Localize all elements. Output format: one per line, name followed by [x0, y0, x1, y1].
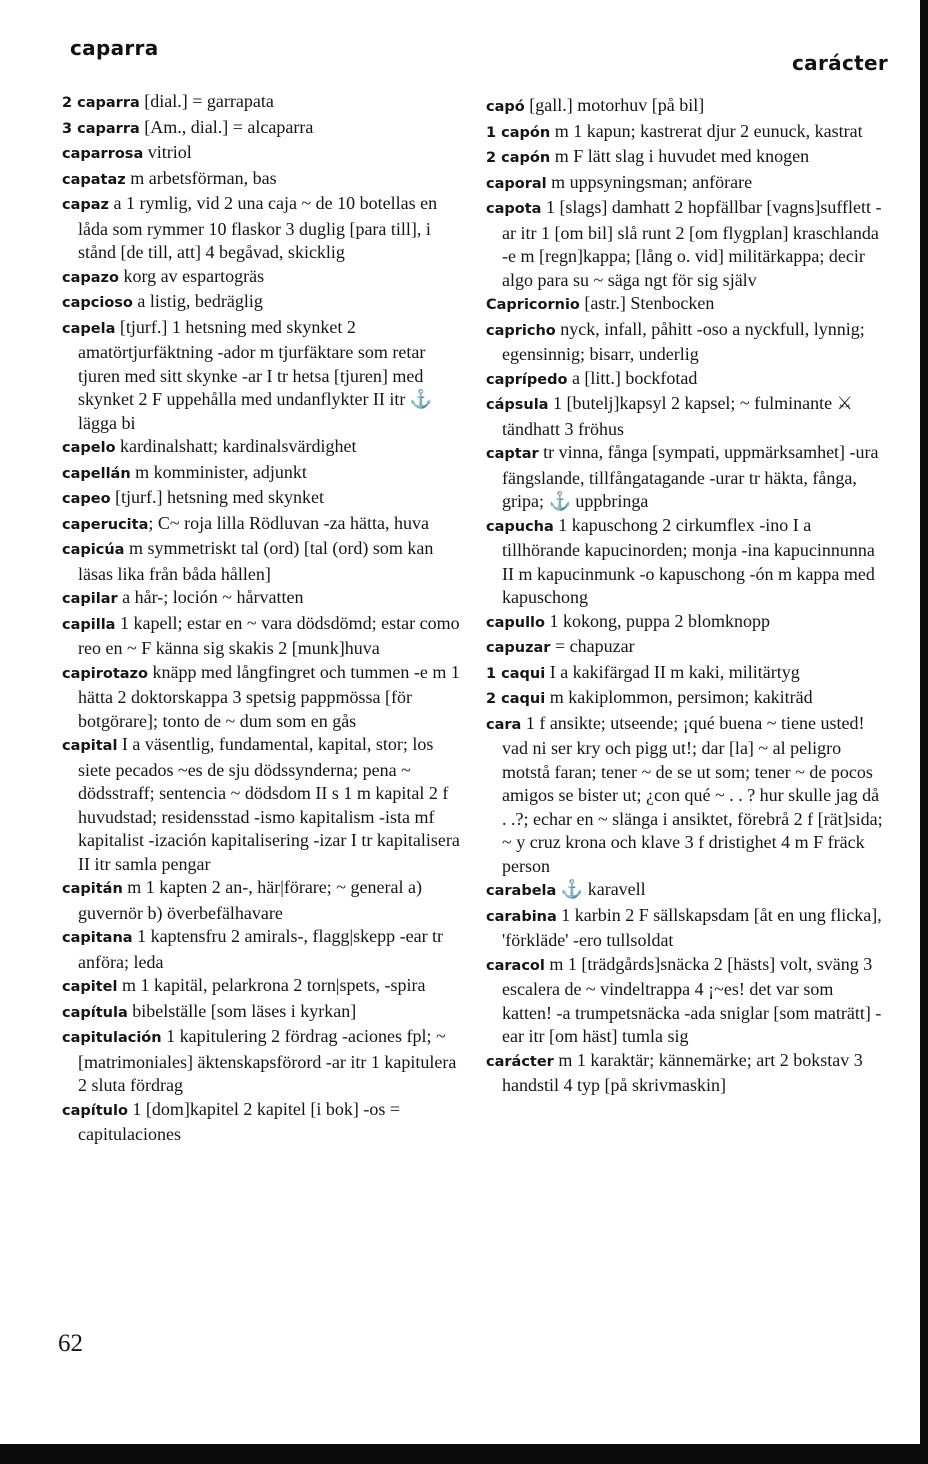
definition: m 1 kapun; kastrerat djur 2 eunuck, kastrat	[550, 120, 863, 141]
definition: m uppsyningsman; anförare	[546, 171, 753, 192]
dictionary-entry	[62, 512, 460, 538]
headword: 2 caparra	[62, 95, 140, 111]
headword: capullo	[486, 614, 545, 631]
headword: capucha	[486, 518, 554, 535]
definition: ⚓ karavell	[556, 879, 646, 899]
definition: 1 kokong, puppa 2 blomknopp	[544, 610, 770, 631]
headword: capilar	[62, 591, 118, 607]
definition: m kakiplommon, persimon; kakiträd	[545, 687, 813, 707]
dictionary-entry	[62, 461, 460, 487]
dictionary-entry	[486, 196, 886, 292]
headword: capitel	[62, 979, 118, 995]
definition: 1 karbin 2 F sällskapsdam [åt en ung flicka], 'förkläde' -ero tullsoldat	[502, 904, 882, 950]
dictionary-entry	[486, 953, 886, 1049]
dictionary-entry	[62, 316, 460, 436]
dictionary-entry	[486, 661, 886, 687]
page-number: 62	[58, 1330, 83, 1357]
dictionary-entry	[486, 171, 886, 197]
headword: capaz	[62, 197, 109, 213]
dictionary-entry	[62, 141, 460, 167]
definition: 1 [dom]kapitel 2 kapitel [i bok] -os = capitulaciones	[78, 1098, 401, 1144]
definition: [dial.] = garrapata	[139, 91, 274, 111]
dictionary-entry	[486, 392, 886, 441]
definition: 1 f ansikte; utseende; ¡qué buena ~ tiene usted! vad ni ser kry och pigg ut!; dar [la] ~ al peligro motstå faran; tener ~ de se ut som; tener ~ de pocos amigos se bister ut; ¿con qué ~ . . ? hur skulle jag då . .?; echar en ~ slänga i ansiktet, förebrå 2 f [rät]sida; ~ y cruz krona och klave 3 f dristighet 4 m F fräck person	[502, 712, 883, 876]
headword: caparrosa	[62, 146, 144, 162]
headword: capirotazo	[62, 665, 148, 682]
left-column	[62, 90, 460, 1147]
dictionary-entry	[62, 192, 460, 265]
definition: nyck, infall, påhitt -oso a nyckfull, lynnig; egensinnig; bisarr, underlig	[502, 318, 865, 364]
headword: carabela	[486, 883, 557, 899]
dictionary-entry	[486, 120, 886, 146]
headword: capazo	[62, 269, 119, 286]
dictionary-entry	[62, 612, 460, 661]
definition: bibelställe [som läses i kyrkan]	[127, 1000, 357, 1021]
headword: capricho	[486, 322, 556, 339]
dictionary-entry	[62, 661, 460, 734]
headword: capó	[486, 99, 525, 115]
dictionary-entry	[62, 265, 460, 291]
dictionary-entry	[62, 486, 460, 512]
dictionary-entry	[486, 904, 886, 953]
right-column	[486, 94, 886, 1098]
definition: korg av espartogräs	[118, 265, 265, 286]
definition: [Am., dial.] = alcaparra	[139, 116, 314, 137]
definition: [tjurf.] 1 hetsning med skynket 2 amatörtjurfäktning -ador m tjurfäktare som retar tjuren med sitt skynke -ar I tr hetsa [tjuren] med skynket 2 F uppehålla med undanflykter II itr ⚓ lägga bi	[78, 316, 433, 433]
definition: 1 [butelj]kapsyl 2 kapsel; ~ fulminante ⚔ tändhatt 3 fröhus	[502, 393, 853, 439]
definition: m 1 [trädgårds]snäcka 2 [hästs] volt, sväng 3 escalera de ~ vindeltrappa 4 ¡~es! det var som katten! -a trumpetsnäcka -ada sniglar [som maträtt] -ear itr [om häst] tumla sig	[502, 953, 882, 1046]
definition: a 1 rymlig, vid 2 una caja ~ de 10 botellas en låda som rymmer 10 flaskor 3 duglig [para till], i stånd [de till, att] 4 begåvad, skicklig	[78, 193, 438, 262]
definition: kardinalshatt; kardinalsvärdighet	[115, 436, 357, 456]
definition: m komminister, adjunkt	[130, 461, 307, 482]
headword: 2 caqui	[486, 691, 546, 707]
headword: 2 capón	[486, 150, 551, 166]
headword: carabina	[486, 908, 557, 925]
headword: capicúa	[62, 542, 125, 558]
headword: capitán	[62, 881, 123, 897]
guide-word-left: caparra	[70, 36, 159, 60]
headword: 1 caqui	[486, 665, 546, 682]
dictionary-entry	[62, 876, 460, 925]
page-edge-bottom	[0, 1444, 928, 1464]
guide-word-right: carácter	[792, 51, 888, 75]
headword: capellán	[62, 465, 131, 482]
headword: Capricornio	[486, 297, 580, 313]
definition: [gall.] motorhuv [på bil]	[524, 95, 705, 115]
headword: capilla	[62, 616, 116, 633]
headword: capataz	[62, 171, 126, 188]
definition: I a väsentlig, fundamental, kapital, stor; los siete pecados ~es de sju dödssynderna; pena ~ dödsstraff; sentencia ~ dödsdom II s 1 m kapital 2 f huvudstad; residensstad -ismo kapitalism -ista mf kapitalist -ización kapitalisering -izar I tr kapitalisera II itr samla pengar	[78, 734, 460, 874]
dictionary-entry	[486, 686, 886, 712]
headword: carácter	[486, 1053, 554, 1070]
dictionary-entry	[486, 635, 886, 661]
headword: capela	[62, 320, 116, 337]
dictionary-entry	[62, 974, 460, 1000]
dictionary-entry	[62, 116, 460, 142]
dictionary-entry	[486, 318, 886, 367]
dictionary-entry	[62, 435, 460, 461]
headword: capítula	[62, 1004, 128, 1021]
definition: m 1 kapten 2 an-, här|förare; ~ general a) guvernör b) överbefälhavare	[78, 877, 422, 923]
dictionary-entry	[486, 878, 886, 904]
dictionary-entry	[62, 537, 460, 586]
dictionary-entry	[486, 514, 886, 610]
definition: a listig, bedräglig	[132, 291, 263, 311]
definition: I a kakifärgad II m kaki, militärtyg	[545, 661, 800, 682]
headword: capcioso	[62, 295, 133, 311]
dictionary-entry	[486, 367, 886, 393]
dictionary-entry	[486, 1049, 886, 1098]
headword: capitana	[62, 930, 133, 946]
headword: 1 capón	[486, 124, 551, 141]
dictionary-entry	[486, 712, 886, 879]
headword: caprípedo	[486, 371, 568, 388]
definition: 1 kaptensfru 2 amirals-, flagg|skepp -ear tr anföra; leda	[78, 926, 444, 972]
definition: m 1 karaktär; kännemärke; art 2 bokstav 3 handstil 4 typ [på skrivmaskin]	[502, 1049, 863, 1095]
headword: capota	[486, 201, 542, 217]
definition: m 1 kapitäl, pelarkrona 2 torn|spets, -spira	[117, 975, 426, 995]
definition: 1 [slags] damhatt 2 hopfällbar [vagns]sufflett -ar itr 1 [om bil] slå runt 2 [om flygplan] kraschlanda -e m [regn]kappa; [lång o. vid] militärkappa; decir algo para su ~ säga ngt för sig själv	[502, 197, 882, 290]
headword: capitulación	[62, 1030, 162, 1046]
definition: = chapuzar	[550, 636, 635, 656]
dictionary-entry	[62, 1000, 460, 1026]
dictionary-entry	[486, 292, 886, 318]
headword: captar	[486, 446, 539, 462]
headword: 3 caparra	[62, 120, 140, 137]
headword: caperucita	[62, 516, 149, 533]
definition: [tjurf.] hetsning med skynket	[110, 487, 325, 507]
dictionary-entry	[486, 441, 886, 514]
dictionary-entry	[62, 1025, 460, 1098]
definition: 1 kapell; estar en ~ vara dödsdömd; estar como reo en ~ F känna sig skakis 2 [munk]huva	[78, 612, 460, 658]
dictionary-entry	[62, 733, 460, 876]
dictionary-entry	[62, 586, 460, 612]
headword: capítulo	[62, 1102, 128, 1119]
headword: caporal	[486, 175, 547, 192]
headword: capeo	[62, 491, 111, 507]
definition: 1 kapitulering 2 fördrag -aciones fpl; ~ [matrimoniales] äktenskapsförord -ar itr 1 kapitulera 2 sluta fördrag	[78, 1026, 457, 1095]
definition: a [litt.] bockfotad	[567, 367, 698, 388]
definition: knäpp med långfingret och tummen -e m 1 hätta 2 doktorskappa 3 spetsig pappmössa [för botgörare]; tonto de ~ dum som en gås	[78, 661, 460, 731]
dictionary-entry	[486, 94, 886, 120]
dictionary-entry	[62, 1098, 460, 1147]
headword: caracol	[486, 957, 545, 974]
dictionary-entry	[62, 167, 460, 193]
headword: cápsula	[486, 397, 549, 413]
dictionary-entry	[62, 90, 460, 116]
definition: m symmetriskt tal (ord) [tal (ord) som kan läsas lika från båda hållen]	[78, 538, 434, 584]
definition: ; C~ roja lilla Rödluvan -za hätta, huva	[148, 512, 430, 533]
headword: capital	[62, 738, 118, 754]
headword: capuzar	[486, 640, 551, 656]
definition: vitriol	[143, 142, 192, 162]
page-edge-right	[920, 0, 928, 1464]
definition: 1 kapuschong 2 cirkumflex -ino I a tillhörande kapucinorden; monja -ina kapucinnunna II m kapucinmunk -o kapuschong -ón m kappa med kapuschong	[502, 514, 875, 607]
headword: cara	[486, 716, 522, 733]
dictionary-entry	[62, 925, 460, 974]
definition: a hår-; loción ~ hårvatten	[117, 587, 304, 607]
definition: tr vinna, fånga [sympati, uppmärksamhet] -ura fängslande, tillfångatagande -urar tr häkta, fånga, gripa; ⚓ uppbringa	[502, 442, 879, 511]
definition: [astr.] Stenbocken	[579, 293, 715, 313]
dictionary-entry	[486, 145, 886, 171]
definition: m F lätt slag i huvudet med knogen	[550, 146, 810, 166]
dictionary-entry	[486, 610, 886, 636]
headword: capelo	[62, 440, 116, 456]
definition: m arbetsförman, bas	[125, 167, 277, 188]
dictionary-entry	[62, 290, 460, 316]
